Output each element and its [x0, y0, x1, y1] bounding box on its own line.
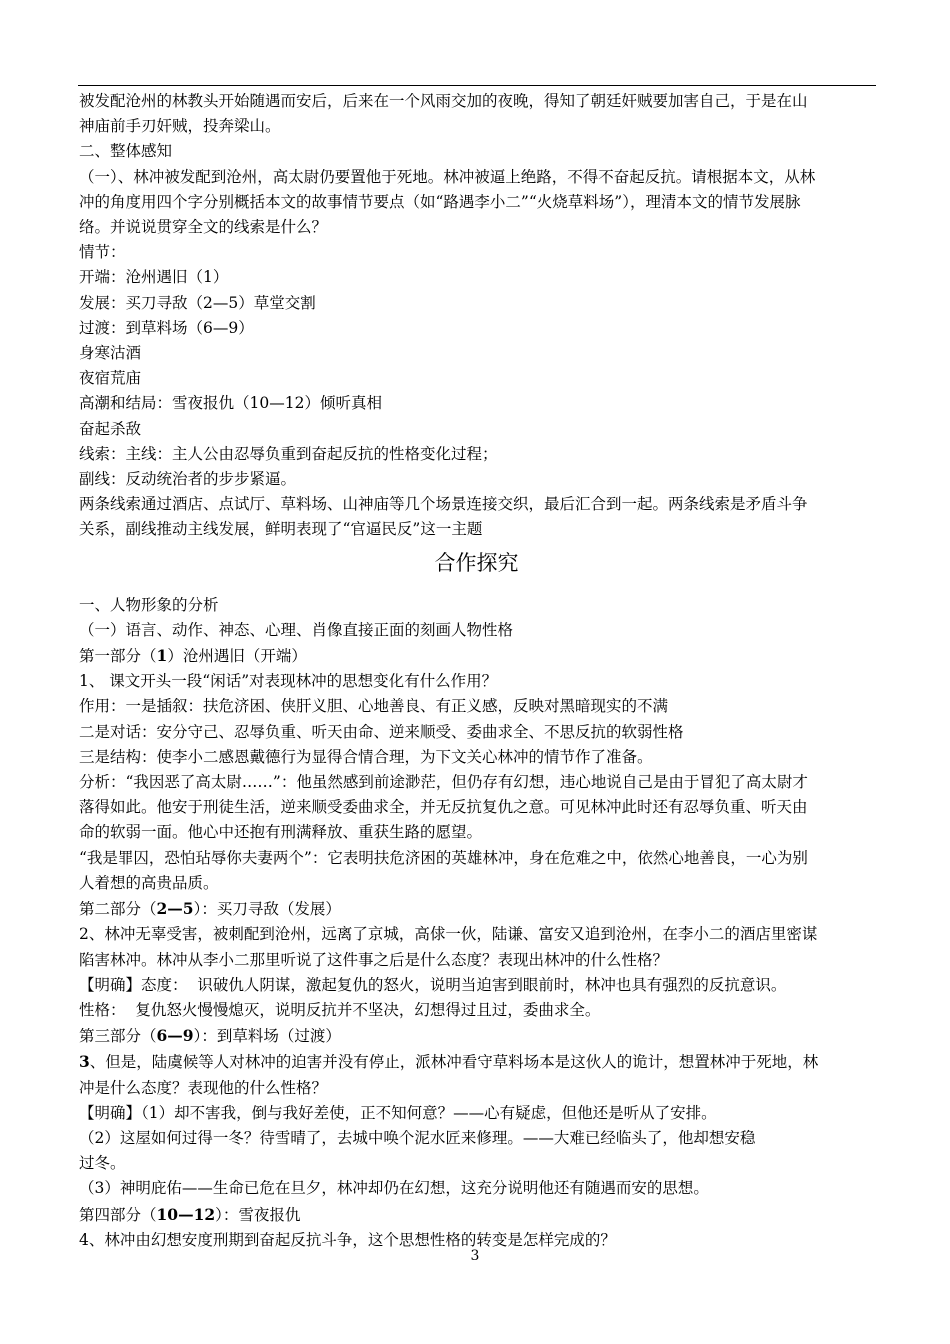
plot-sub-item: 奋起杀敌: [79, 419, 142, 438]
section-heading: 一、人物形象的分析: [79, 595, 219, 614]
plot-sub-item: 夜宿荒庙: [79, 369, 142, 388]
text-line: 神庙前手刃奸贼，投奔梁山。: [79, 117, 281, 136]
part-heading: [79, 1023, 874, 1049]
answer-line: 作用：一是插叙：扶危济困、侠肝义胆、心地善良、有正义感，反映对黑暗现实的不满: [79, 697, 669, 716]
part-heading-number: 6—9: [156, 1026, 194, 1046]
part-heading-prefix: 第四部分（: [79, 1205, 157, 1224]
part-heading: [79, 896, 874, 922]
text-line: 情节：: [79, 243, 126, 262]
part-heading: [79, 643, 874, 669]
question: 冲是什么态度？表现他的什么性格？: [79, 1078, 328, 1097]
question: 陷害林冲。林冲从李小二那里听说了这件事之后是什么态度？表现出林冲的什么性格？: [79, 950, 669, 969]
section-title: 合作探究: [434, 550, 519, 575]
page-number: 3: [470, 1248, 480, 1264]
part-heading-number: 1: [156, 646, 168, 666]
part-heading-prefix: 第三部分（: [79, 1027, 157, 1046]
part-heading: [79, 1202, 874, 1228]
plot-opening: 开端：沧州遇旧（1）: [79, 268, 229, 287]
question-number: 3: [79, 1052, 90, 1072]
part-heading-prefix: 第一部分（: [79, 647, 157, 666]
clue-main: 线索：主线：主人公由忍辱负重到奋起反抗的性格变化过程；: [79, 444, 498, 463]
question: 4、林冲由幻想安度刑期到奋起反抗斗争，这个思想性格的转变是怎样完成的？: [79, 1230, 616, 1249]
text-line: 两条线索通过酒店、点试厅、草料场、山神庙等几个场景连接交织，最后汇合到一起。两条线索是矛盾斗争: [79, 495, 808, 514]
answer-line: 性格： 复仇怒火慢慢熄灭，说明反抗并不坚决，幻想得过且过，委曲求全。: [79, 1000, 601, 1019]
answer-line: 【明确】（1）却不害我，倒与我好差使，正不知何意？——心有疑虑，但他还是听从了安排。: [79, 1103, 717, 1122]
answer-line: 三是结构：使李小二感恩戴德行为显得合情合理，为下文关心林冲的情节作了准备。: [79, 747, 653, 766]
plot-development: 发展：买刀寻敌（2—5）草堂交割: [79, 293, 316, 312]
analysis-line: 落得如此。他安于刑徒生活，逆来顺受委曲求全，并无反抗复仇之意。可见林冲此时还有忍辱负重、听天由: [79, 798, 808, 817]
text-line: （一）语言、动作、神态、心理、肖像直接正面的刻画人物性格: [79, 620, 514, 639]
text-line: 冲的角度用四个字分别概括本文的故事情节要点（如“路遇李小二”“火烧草料场”），理清本文的情节发展脉: [79, 192, 801, 211]
section-heading: 二、整体感知: [79, 142, 173, 161]
clue-secondary: 副线：反动统治者的步步紧逼。: [79, 470, 297, 489]
part-heading-suffix: ）沧州遇旧（开端）: [167, 647, 307, 666]
question: [79, 1049, 874, 1075]
plot-climax: 高潮和结局：雪夜报仇（10—12）倾听真相: [79, 394, 382, 413]
analysis-line: 分析：“我因恶了高太尉……”：他虽然感到前途渺茫，但仍存有幻想，违心地说自己是由于冒犯了高太尉才: [79, 773, 808, 792]
document-body: [79, 89, 874, 1253]
text-line: 络。并说说贯穿全文的线索是什么？: [79, 218, 328, 237]
analysis-line: “我是罪囚，恐怕玷辱你夫妻两个”：它表明扶危济困的英雄林冲，身在危难之中，依然心地善良，一心为别: [79, 848, 808, 867]
part-heading-number: 2—5: [156, 899, 194, 919]
analysis-line: 命的软弱一面。他心中还抱有刑满释放、重获生路的愿望。: [79, 823, 483, 842]
analysis-line: 人着想的高贵品质。: [79, 873, 219, 892]
text-line: 被发配沧州的林教头开始随遇而安后，后来在一个风雨交加的夜晚，得知了朝廷奸贼要加害自己，于是在山: [79, 92, 808, 110]
answer-line: 二是对话：安分守己、忍辱负重、听天由命、逆来顺受、委曲求全、不思反抗的软弱性格: [79, 722, 684, 741]
answer-line: （3）神明庇佑——生命已危在旦夕，林冲却仍在幻想，这充分说明他还有随遇而安的思想。: [79, 1179, 709, 1198]
part-heading-suffix: ）：雪夜报仇: [215, 1205, 301, 1224]
answer-line: （2）这屋如何过得一冬？待雪晴了，去城中唤个泥水匠来修理。——大难已经临头了，他却想安稳: [79, 1128, 756, 1147]
question: 1、 课文开头一段“闲话”对表现林冲的思想变化有什么作用？: [79, 672, 498, 691]
part-heading-prefix: 第二部分（: [79, 900, 157, 919]
plot-transition: 过渡：到草料场（6—9）: [79, 318, 254, 337]
text-line: （一）、林冲被发配到沧州，高太尉仍要置他于死地。林冲被逼上绝路，不得不奋起反抗。请根据本文，从林: [79, 167, 816, 186]
header-rule: [78, 85, 876, 86]
text-line: 关系，副线推动主线发展，鲜明表现了“官逼民反”这一主题: [79, 520, 483, 539]
part-heading-suffix: ）：买刀寻敌（发展）: [193, 900, 341, 919]
answer-line: 过冬。: [79, 1154, 126, 1173]
part-heading-suffix: ）：到草料场（过渡）: [193, 1027, 341, 1046]
answer-line: 【明确】态度： 识破仇人阴谋，激起复仇的怒火，说明当迫害到眼前时，林冲也具有强烈的反抗意识。: [79, 975, 787, 994]
question-text: 、但是，陆虞候等人对林冲的迫害并没有停止，派林冲看守草料场本是这伙人的诡计，想置林冲于死地，林: [89, 1053, 819, 1072]
plot-sub-item: 身寒沽酒: [79, 344, 142, 363]
question: 2、林冲无辜受害，被刺配到沧州，远离了京城，高俅一伙，陆谦、富安又追到沧州，在李小二的酒店里密谋: [79, 925, 818, 944]
part-heading-number: 10—12: [156, 1204, 216, 1224]
